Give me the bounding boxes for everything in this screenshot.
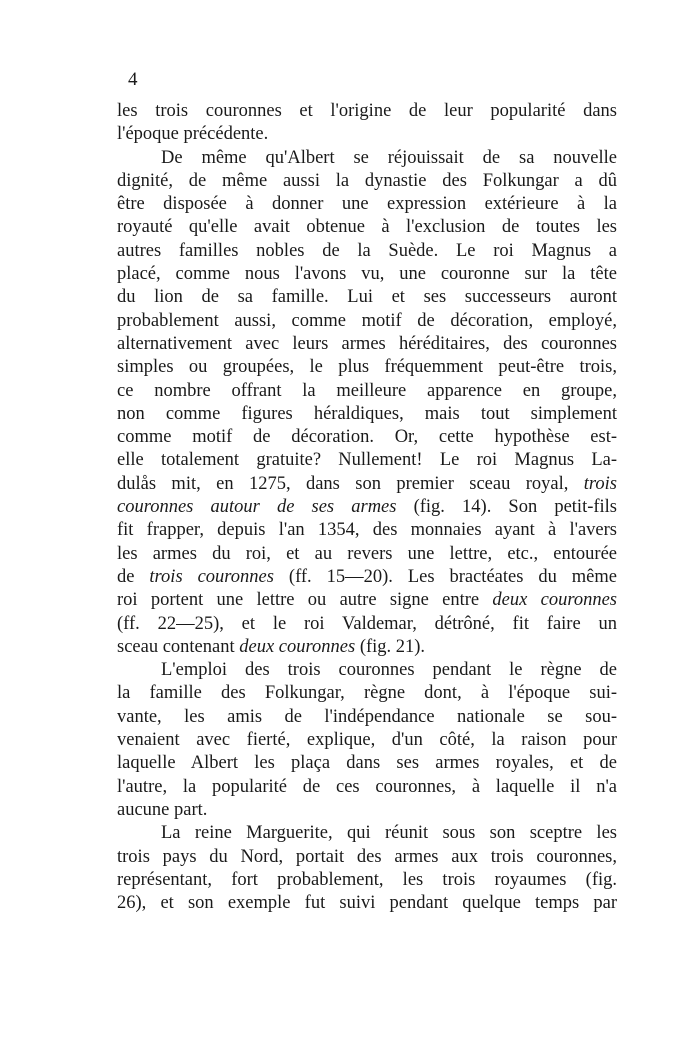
text-line	[117, 240, 617, 263]
text-segment: fit frapper, depuis l'an 1354, des monnaies ayant à l'avers	[117, 520, 617, 541]
italic-text: deux couronnes	[492, 590, 617, 611]
italic-text: couronnes autour de ses armes	[117, 497, 397, 518]
text-line	[117, 380, 617, 403]
text-line	[117, 659, 617, 682]
text-segment: laquelle Albert les plaça dans ses armes royales, et de	[117, 753, 617, 774]
text-line	[117, 822, 617, 845]
text-segment: (fig. 21).	[355, 636, 426, 657]
text-line	[117, 426, 617, 449]
text-segment: sceau contenant	[117, 636, 240, 657]
text-line	[117, 682, 617, 705]
text-segment: ce nombre offrant la meilleure apparence en groupe,	[117, 380, 617, 401]
text-segment: de	[117, 566, 150, 587]
text-line	[117, 636, 617, 659]
text-line	[117, 216, 617, 239]
text-segment: autres familles nobles de la Suède. Le roi Magnus a	[117, 240, 617, 261]
text-segment: La reine Marguerite, qui réunit sous son sceptre les	[161, 823, 617, 844]
text-line	[117, 333, 617, 356]
text-line	[117, 449, 617, 472]
text-line	[117, 846, 617, 869]
page-number: 4	[128, 69, 138, 90]
text-line	[117, 519, 617, 542]
body-text	[117, 100, 617, 915]
text-line	[117, 566, 617, 589]
text-line	[117, 892, 617, 915]
text-segment: simples ou groupées, le plus fréquemment peut-être trois,	[117, 357, 617, 378]
text-segment: roi portent une lettre ou autre signe entre	[117, 590, 493, 611]
text-line	[117, 310, 617, 333]
italic-text: deux couronnes	[239, 636, 356, 657]
text-line	[117, 286, 617, 309]
text-segment: (fig. 14). Son petit-fils	[396, 497, 618, 518]
text-segment: royauté qu'elle avait obtenue à l'exclusion de toutes les	[117, 217, 617, 238]
text-segment: l'époque précédente.	[117, 124, 269, 145]
text-segment: dulås mit, en 1275, dans son premier sceau royal,	[117, 473, 584, 494]
text-segment: représentant, fort probablement, les trois royaumes (fig.	[117, 869, 617, 890]
text-segment: comme motif de décoration. Or, cette hypothèse est-	[117, 427, 617, 448]
text-line	[117, 613, 617, 636]
text-line	[117, 799, 617, 822]
text-line	[117, 729, 617, 752]
text-line	[117, 263, 617, 286]
text-segment: De même qu'Albert se réjouissait de sa nouvelle	[161, 147, 617, 168]
text-segment: être disposée à donner une expression extérieure à la	[117, 194, 617, 215]
text-segment: du lion de sa famille. Lui et ses successeurs auront	[117, 287, 617, 308]
text-segment: elle totalement gratuite? Nullement! Le roi Magnus La-	[117, 450, 617, 471]
text-line	[117, 403, 617, 426]
italic-text: trois	[583, 473, 617, 494]
text-line	[117, 147, 617, 170]
text-segment: 26), et son exemple fut suivi pendant quelque temps par	[117, 893, 617, 914]
text-line	[117, 193, 617, 216]
text-segment: venaient avec fierté, explique, d'un côté, la raison pour	[117, 730, 617, 751]
text-line	[117, 496, 617, 519]
text-line	[117, 356, 617, 379]
text-segment: l'autre, la popularité de ces couronnes, à laquelle il n'a	[117, 776, 617, 797]
text-line	[117, 100, 617, 123]
text-segment: (ff. 22—25), et le roi Valdemar, détrôné, fit faire un	[117, 613, 617, 634]
text-segment: (ff. 15—20). Les bractéates du même	[273, 566, 617, 587]
text-segment: les armes du roi, et au revers une lettre, etc., entourée	[117, 543, 617, 564]
text-line	[117, 123, 617, 146]
text-segment: L'emploi des trois couronnes pendant le règne de	[161, 660, 617, 681]
text-segment: alternativement avec leurs armes héréditaires, des couronnes	[117, 333, 617, 354]
text-line	[117, 776, 617, 799]
text-segment: les trois couronnes et l'origine de leur popularité dans	[117, 101, 617, 121]
text-segment: probablement aussi, comme motif de décoration, employé,	[117, 310, 617, 331]
text-segment: aucune part.	[117, 799, 208, 820]
text-line	[117, 706, 617, 729]
text-segment: dignité, de même aussi la dynastie des Folkungar a dû	[117, 170, 617, 191]
text-segment: non comme figures héraldiques, mais tout simplement	[117, 403, 617, 424]
text-segment: trois pays du Nord, portait des armes aux trois couronnes,	[117, 846, 617, 867]
text-segment: vante, les amis de l'indépendance nationale se sou-	[117, 706, 617, 727]
text-line	[117, 473, 617, 496]
italic-text: trois couronnes	[149, 566, 274, 587]
text-line	[117, 589, 617, 612]
text-line	[117, 869, 617, 892]
text-line	[117, 543, 617, 566]
text-segment: placé, comme nous l'avons vu, une couronne sur la tête	[117, 264, 617, 285]
text-line	[117, 170, 617, 193]
text-segment: la famille des Folkungar, règne dont, à l'époque sui-	[117, 683, 617, 704]
text-line	[117, 752, 617, 775]
